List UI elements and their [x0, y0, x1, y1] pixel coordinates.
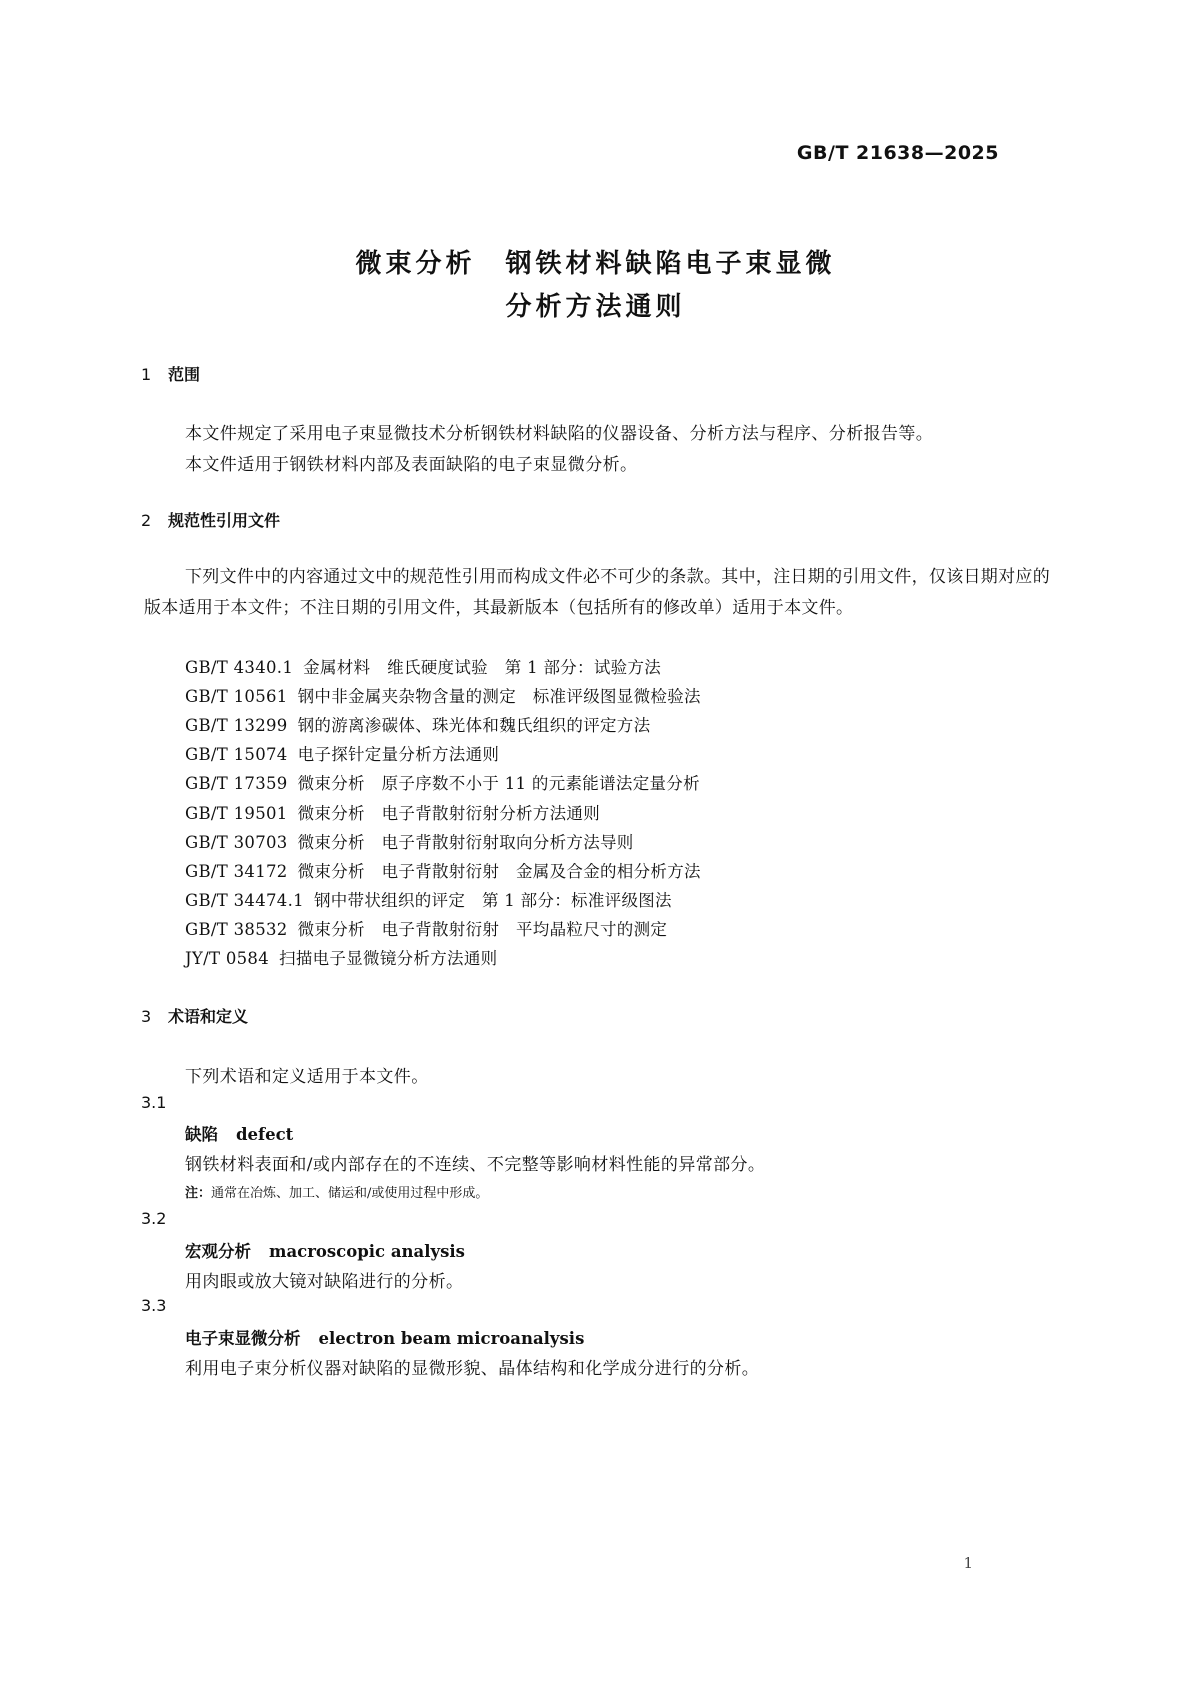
term-en: electron beam microanalysis: [318, 1329, 585, 1348]
reference-code: GB/T 17359: [185, 774, 288, 793]
term-note: [185, 1182, 488, 1201]
reference-title: 微束分析 电子背散射衍射分析方法通则: [297, 804, 601, 823]
document-title-line-1: 微束分析 钢铁材料缺陷电子束显微: [355, 249, 836, 279]
reference-item: [185, 712, 650, 736]
reference-code: GB/T 38532: [185, 920, 288, 939]
term-zh: 宏观分析: [185, 1242, 251, 1261]
reference-item: [185, 741, 499, 765]
reference-item: [185, 683, 701, 707]
term-definition: 用肉眼或放大镜对缺陷进行的分析。: [185, 1272, 464, 1292]
reference-title: 微束分析 原子序数不小于 11 的元素能谱法定量分析: [297, 774, 700, 793]
section-3-heading: [141, 1004, 248, 1027]
note-label: 注：: [185, 1186, 212, 1201]
reference-code: GB/T 4340.1: [185, 658, 294, 677]
clause-number: 3.1: [141, 1093, 167, 1112]
section-number: 2: [141, 511, 152, 530]
reference-code: GB/T 30703: [185, 833, 288, 852]
reference-code: GB/T 34172: [185, 862, 288, 881]
section-1-paragraph-2: 本文件适用于钢铁材料内部及表面缺陷的电子束显微分析。: [185, 455, 638, 475]
reference-code: JY/T 0584: [185, 949, 270, 968]
reference-title: 扫描电子显微镜分析方法通则: [279, 949, 498, 968]
section-number: 3: [141, 1007, 152, 1026]
reference-title: 钢中带状组织的评定 第 1 部分：标准评级图法: [313, 891, 672, 910]
reference-item: [185, 654, 661, 678]
reference-code: GB/T 34474.1: [185, 891, 304, 910]
reference-item: [185, 770, 700, 794]
term-en: defect: [236, 1125, 294, 1144]
term-zh: 缺陷: [185, 1125, 218, 1144]
term-heading: [185, 1121, 293, 1145]
reference-title: 金属材料 维氏硬度试验 第 1 部分：试验方法: [303, 658, 662, 677]
reference-item: [185, 829, 634, 853]
reference-title: 电子探针定量分析方法通则: [297, 745, 500, 764]
term-heading: [185, 1325, 584, 1349]
section-1-paragraph-1: 本文件规定了采用电子束显微技术分析钢铁材料缺陷的仪器设备、分析方法与程序、分析报告等。: [185, 424, 934, 444]
reference-item: [185, 858, 701, 882]
term-definition: 利用电子束分析仪器对缺陷的显微形貌、晶体结构和化学成分进行的分析。: [185, 1359, 760, 1379]
reference-title: 微束分析 电子背散射衍射 金属及合金的相分析方法: [297, 862, 701, 881]
reference-code: GB/T 10561: [185, 687, 288, 706]
term-heading: [185, 1238, 465, 1262]
reference-item: [185, 887, 672, 911]
term-zh: 电子束显微分析: [185, 1329, 301, 1348]
section-number: 1: [141, 365, 152, 384]
section-1-heading: [141, 362, 200, 385]
note-text: 通常在冶炼、加工、储运和/或使用过程中形成。: [211, 1186, 489, 1201]
section-title: 术语和定义: [168, 1007, 249, 1026]
reference-code: GB/T 19501: [185, 804, 288, 823]
reference-code: GB/T 13299: [185, 716, 288, 735]
clause-number: 3.3: [141, 1296, 167, 1315]
page-number: 1: [963, 1554, 973, 1572]
reference-code: GB/T 15074: [185, 745, 288, 764]
section-title: 规范性引用文件: [168, 511, 281, 530]
reference-title: 钢的游离渗碳体、珠光体和魏氏组织的评定方法: [297, 716, 651, 735]
reference-title: 微束分析 电子背散射衍射 平均晶粒尺寸的测定: [297, 920, 668, 939]
reference-item: [185, 945, 497, 969]
reference-title: 钢中非金属夹杂物含量的测定 标准评级图显微检验法: [297, 687, 701, 706]
term-en: macroscopic analysis: [269, 1242, 465, 1261]
term-definition: 钢铁材料表面和/或内部存在的不连续、不完整等影响材料性能的异常部分。: [185, 1155, 766, 1175]
reference-title: 微束分析 电子背散射衍射取向分析方法导则: [297, 833, 634, 852]
reference-item: [185, 916, 667, 940]
document-title-line-2: 分析方法通则: [505, 292, 686, 322]
section-title: 范围: [168, 365, 201, 384]
standard-code: GB/T 21638—2025: [796, 142, 999, 164]
section-3-intro: 下列术语和定义适用于本文件。: [185, 1067, 429, 1087]
reference-item: [185, 800, 600, 824]
section-2-intro: 下列文件中的内容通过文中的规范性引用而构成文件必不可少的条款。其中，注日期的引用文件，仅该日期对应的版本适用于本文件；不注日期的引用文件，其最新版本（包括所有的修改单）适用于本文件。: [144, 567, 1050, 618]
section-2-heading: [141, 508, 280, 531]
clause-number: 3.2: [141, 1209, 167, 1228]
